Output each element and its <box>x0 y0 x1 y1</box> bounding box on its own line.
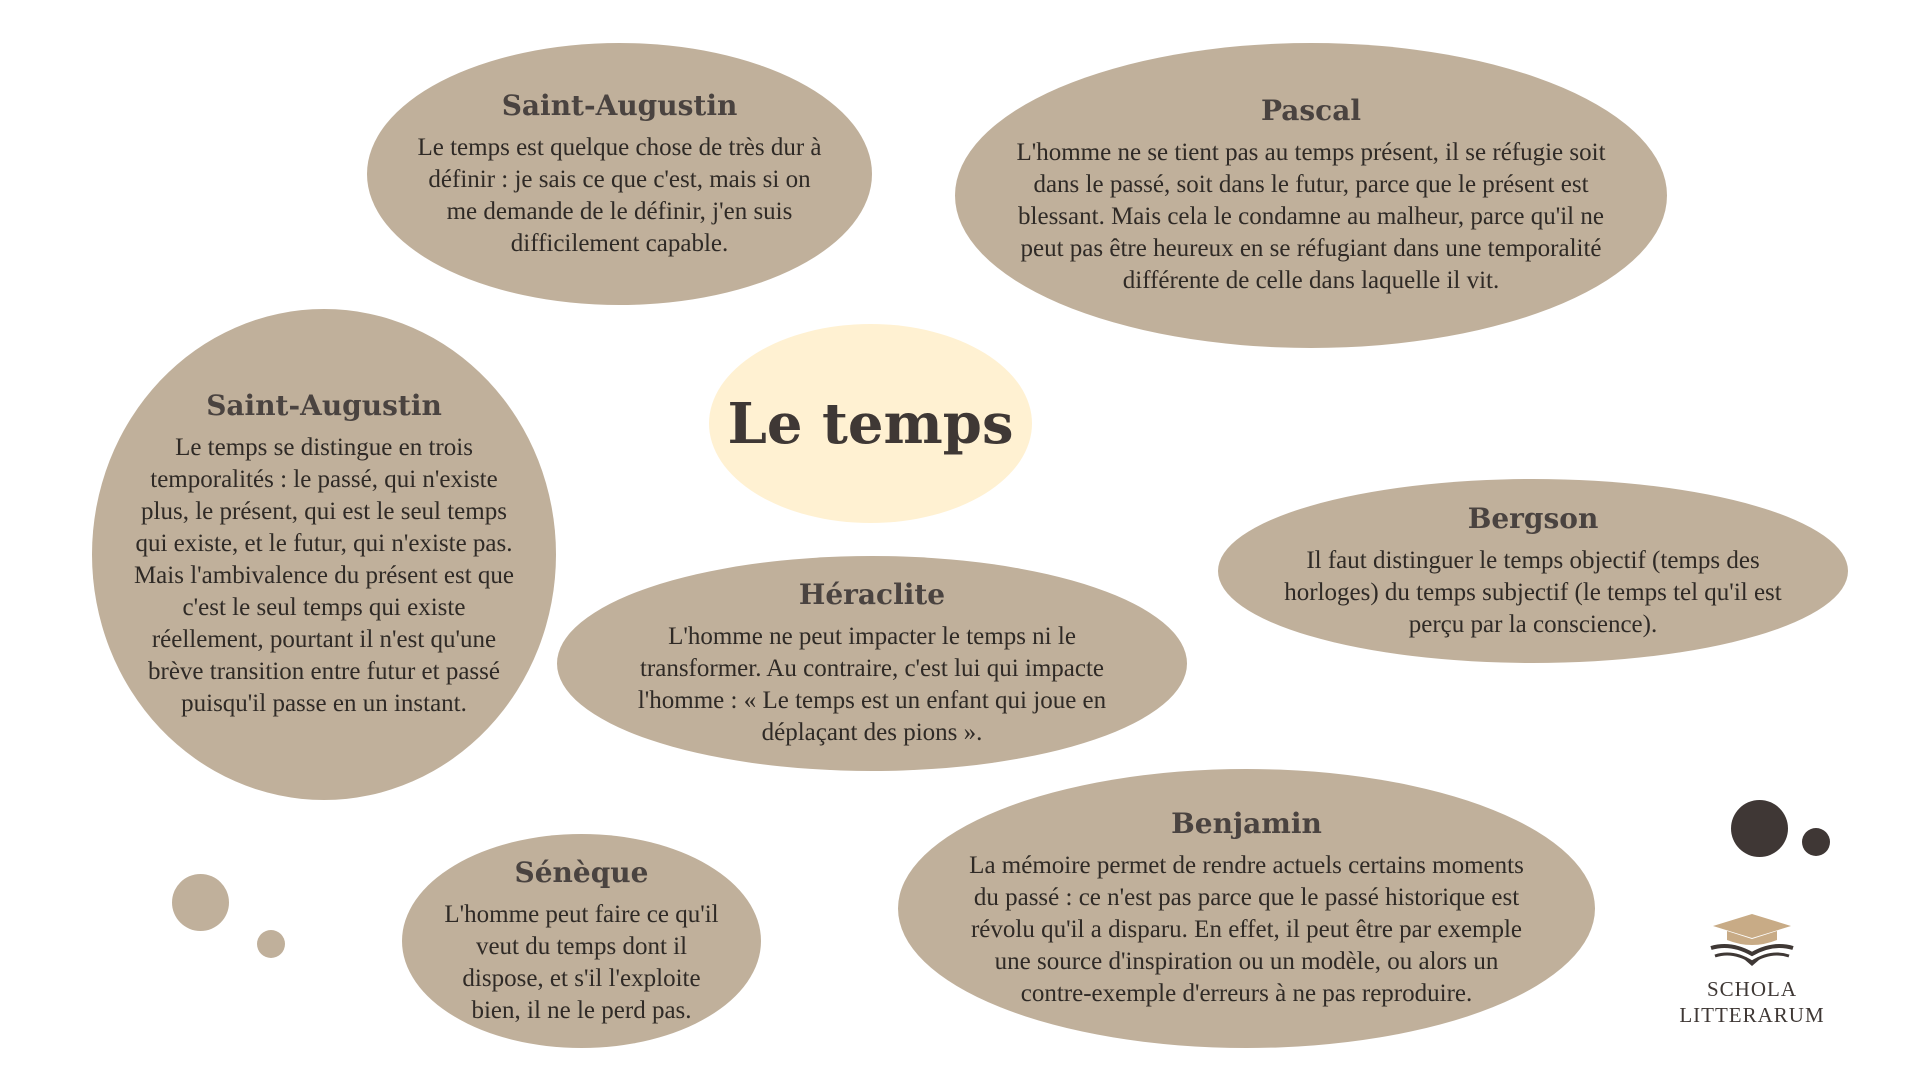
decorative-dot-large-light <box>172 874 229 931</box>
bubble-text: Le temps se distingue en trois temporalités : le passé, qui n'existe plus, le présent, qui est le seul temps qui existe, et le futur, qui n'existe pas. Mais l'ambivalence du présent est que c'est le seul temps qui existe réellement, pourtant il n'est qu'une brève transition entre futur et passé puisqu'il passe en un instant. <box>133 434 515 717</box>
bubble-saint-augustin-temporalites <box>92 309 556 800</box>
bubble-text: Il faut distinguer le temps objectif (temps des horloges) du temps subjectif (le temps tel qu'il est perçu par la conscience). <box>1284 546 1782 638</box>
bubble-benjamin <box>898 769 1595 1048</box>
bubble-bergson <box>1218 479 1848 663</box>
bubble-name: Sénèque <box>514 855 649 889</box>
logo-line-2: LITTERARUM <box>1679 1003 1825 1027</box>
central-title: Le temps <box>727 390 1014 457</box>
decorative-dot-large-dark <box>1731 800 1788 857</box>
bubble-name: Pascal <box>1260 94 1362 127</box>
decorative-dot-small-light <box>257 930 285 958</box>
book-graduation-cap-icon <box>1705 912 1799 970</box>
bubble-name: Bergson <box>1467 501 1599 535</box>
bubble-text: L'homme ne se tient pas au temps présent, il se réfugie soit dans le passé, soit dans le futur, parce que le présent est blessant. Mais cela le condamne au malheur, parce qu'il ne peut pas être heureux en se réfugiant dans une temporalité différente de celle dans laquelle il vit. <box>1016 139 1606 294</box>
bubble-text: La mémoire permet de rendre actuels certains moments du passé : ce n'est pas parce que le passé historique est révolu qu'il a disparu. En effet, il peut être par exemple une source d'inspiration ou un modèle, ou alors un contre-exemple d'erreurs à ne pas reproduire. <box>969 852 1524 1007</box>
bubble-heraclite <box>557 556 1187 771</box>
bubble-text: L'homme peut faire ce qu'il veut du temps dont il dispose, et s'il l'exploite bien, il ne le perd pas. <box>444 900 719 1024</box>
bubble-name: Héraclite <box>798 578 946 611</box>
bubble-name: Benjamin <box>1171 807 1322 840</box>
bubble-name: Saint-Augustin <box>501 88 738 122</box>
bubble-pascal <box>955 43 1667 348</box>
logo-line-1: SCHOLA <box>1706 977 1797 1001</box>
center-bubble <box>709 324 1032 523</box>
schola-litterarum-logo <box>1672 912 1832 1028</box>
bubble-seneque <box>402 834 761 1048</box>
decorative-dot-small-dark <box>1802 828 1830 856</box>
bubble-text: L'homme ne peut impacter le temps ni le transformer. Au contraire, c'est lui qui impacte l'homme : « Le temps est un enfant qui joue en déplaçant des pions ». <box>637 623 1107 746</box>
bubble-text: Le temps est quelque chose de très dur à définir : je sais ce que c'est, mais si on me demande de le définir, j'en suis difficilement capable. <box>417 133 822 257</box>
bubble-name: Saint-Augustin <box>206 389 442 422</box>
bubble-saint-augustin-definition <box>367 43 872 305</box>
